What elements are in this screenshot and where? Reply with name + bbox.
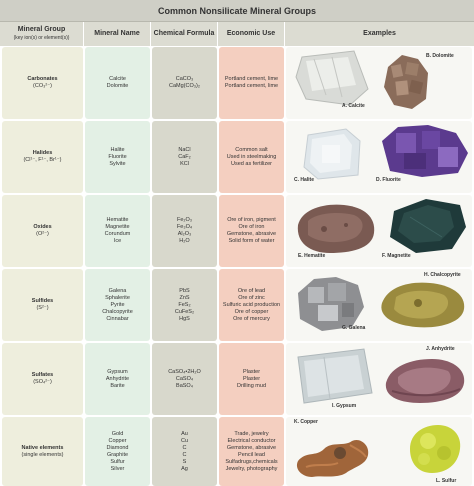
chemical-formula: Fe₂O₃	[176, 217, 193, 223]
examples-cell	[286, 195, 472, 267]
gypsum-image	[294, 347, 374, 405]
economic-use: Portland cement, lime	[224, 76, 279, 82]
mineral-name: Gold	[111, 430, 124, 437]
formulas-cell	[152, 343, 217, 415]
economic-use: Ore of iron, pigment	[227, 217, 276, 223]
formulas-cell	[152, 47, 217, 119]
uses-cell	[219, 121, 284, 193]
table-row-sulfides	[0, 269, 474, 341]
group-ion: (O²⁻)	[36, 231, 49, 237]
economic-use: Pencil lead	[238, 451, 265, 458]
anhydrite-image	[382, 353, 468, 407]
chemical-formula: Au	[181, 430, 188, 437]
economic-use: Portland cement, lime	[224, 83, 279, 89]
chemical-formula: Al₂O₃	[177, 231, 192, 237]
economic-use: Sulfadrugs,chemicals	[225, 458, 278, 465]
mineral-name: Calcite	[109, 76, 126, 82]
mineral-name: Magnetite	[105, 224, 130, 230]
table-row-sulfates	[0, 343, 474, 415]
group-label: Native elements	[21, 444, 64, 451]
sulfur-image	[404, 421, 464, 475]
example-label: G. Galena	[342, 325, 366, 331]
mineral-name: Sylvite	[109, 160, 126, 167]
mineral-name: Barite	[110, 382, 125, 389]
economic-use: Ore of mercury	[233, 315, 270, 322]
chemical-formula: CaSO₄•2H₂O	[168, 368, 201, 375]
group-label: Halides	[32, 150, 53, 156]
group-ion: (CO₃²⁻)	[33, 83, 52, 89]
names-cell	[85, 121, 150, 193]
group-label: Sulfates	[31, 372, 54, 378]
example-label: F. Magnetite	[382, 253, 411, 259]
example-label: L. Sulfur	[436, 478, 457, 484]
economic-use: Ore of copper	[234, 308, 269, 315]
examples-cell	[286, 121, 472, 193]
chemical-formula: C	[182, 451, 187, 458]
header-mineral-group	[0, 22, 84, 46]
chemical-formula: NaCl	[178, 146, 191, 153]
example-label: K. Copper	[294, 419, 318, 425]
fluorite-image	[378, 123, 470, 179]
mineral-name: Graphite	[106, 451, 129, 458]
chemical-formula: PbS	[179, 287, 190, 294]
hematite-image	[294, 201, 378, 255]
group-ion: (Cl¹⁻, F¹⁻, Br¹⁻)	[23, 157, 62, 163]
formulas-cell	[152, 195, 217, 267]
halite-image	[300, 125, 364, 181]
group-label: Carbonates	[27, 76, 58, 82]
mineral-name: Halite	[110, 146, 125, 153]
chalcopyrite-image	[378, 277, 468, 331]
table-title: Common Nonsilicate Mineral Groups	[0, 0, 474, 22]
economic-use: Drilling mud	[236, 382, 267, 389]
mineral-name: Diamond	[106, 444, 129, 451]
table-row-halides	[0, 121, 474, 193]
header-examples: Examples	[285, 22, 474, 46]
economic-use: Ore of zinc	[238, 294, 265, 301]
mineral-name: Corundum	[104, 231, 131, 237]
chemical-formula: S	[182, 458, 187, 465]
names-cell	[85, 343, 150, 415]
economic-use: Used as fertilizer	[231, 160, 272, 167]
group-ion: (single elements)	[21, 451, 64, 458]
formulas-cell	[152, 121, 217, 193]
chemical-formula: C	[182, 444, 187, 451]
mineral-name: Sulfur	[110, 458, 125, 465]
header-chemical-formula: Chemical Formula	[151, 22, 218, 46]
calcite-image	[292, 49, 372, 109]
names-cell	[85, 47, 150, 119]
chemical-formula: HgS	[179, 315, 190, 322]
economic-use: Gemstone, abrasive	[226, 444, 277, 451]
uses-cell	[219, 269, 284, 341]
examples-cell	[286, 417, 472, 486]
group-ion: (S²⁻)	[36, 305, 49, 311]
example-label: A. Calcite	[342, 103, 365, 109]
economic-use: Plaster	[242, 375, 261, 382]
chemical-formula: CaCO₃	[175, 76, 194, 82]
chemical-formula: CaSO₄	[175, 375, 194, 382]
mineral-name: Ice	[113, 238, 122, 244]
example-label: C. Halite	[294, 177, 315, 183]
mineral-name: Cinnabar	[106, 315, 129, 322]
group-cell	[2, 195, 83, 267]
mineral-name: Gypsum	[107, 368, 128, 375]
mineral-name: Silver	[110, 465, 125, 472]
economic-use: Trade, jewelry	[234, 430, 269, 437]
mineral-name: Chalcopyrite	[102, 308, 133, 315]
economic-use: Used in steelmaking	[226, 153, 277, 160]
formulas-cell	[152, 417, 217, 486]
mineral-name: Pyrite	[110, 301, 125, 308]
group-ion: (SO₄²⁻)	[33, 379, 52, 385]
uses-cell	[219, 195, 284, 267]
examples-cell	[286, 47, 472, 119]
chemical-formula: FeS₂	[178, 301, 191, 308]
galena-image	[292, 273, 368, 333]
example-label: H. Chalcopyrite	[424, 272, 461, 278]
magnetite-image	[386, 197, 468, 255]
economic-use: Sulfuric acid production	[222, 301, 281, 308]
examples-cell	[286, 343, 472, 415]
names-cell	[85, 269, 150, 341]
header-group-label: Mineral Group	[17, 26, 66, 33]
uses-cell	[219, 47, 284, 119]
uses-cell	[219, 343, 284, 415]
economic-use: Plaster	[242, 368, 261, 375]
mineral-name: Copper	[108, 437, 127, 444]
chemical-formula: Fe₃O₄	[176, 224, 193, 230]
example-label: E. Hematite	[298, 253, 326, 259]
names-cell	[85, 417, 150, 486]
example-label: I. Gypsum	[332, 403, 357, 409]
chemical-formula: CaMg(CO₃)₂	[169, 83, 200, 89]
examples-cell	[286, 269, 472, 341]
example-label: D. Fluorite	[376, 177, 401, 183]
header-mineral-name: Mineral Name	[84, 22, 151, 46]
mineral-name: Galena	[108, 287, 127, 294]
chemical-formula: Ag	[181, 465, 188, 472]
chemical-formula: Cu	[180, 437, 189, 444]
group-cell	[2, 269, 83, 341]
chemical-formula: ZnS	[179, 294, 190, 301]
group-label: Oxides	[33, 224, 52, 230]
economic-use: Electrical conductor	[227, 437, 276, 444]
dolomite-image	[382, 51, 432, 113]
group-cell	[2, 343, 83, 415]
chemical-formula: CuFeS₂	[174, 308, 195, 315]
economic-use: Ore of lead	[237, 287, 266, 294]
economic-use: Gemstone, abrasive	[226, 231, 277, 237]
table-row-native-elements	[0, 417, 474, 486]
uses-cell	[219, 417, 284, 486]
header-group-sub: (key ion(s) or element(s))	[13, 35, 70, 41]
chemical-formula: CaF₂	[178, 153, 191, 160]
copper-image	[292, 427, 376, 481]
group-cell	[2, 47, 83, 119]
group-label: Sulfides	[31, 298, 54, 304]
economic-use: Ore of iron	[238, 224, 265, 230]
mineral-name: Fluorite	[108, 153, 127, 160]
example-label: J. Anhydrite	[426, 346, 455, 352]
example-label: B. Dolomite	[426, 53, 454, 59]
mineral-name: Hematite	[106, 217, 129, 223]
group-cell	[2, 417, 83, 486]
header-economic-use: Economic Use	[218, 22, 285, 46]
chemical-formula: BaSO₄	[176, 382, 193, 389]
chemical-formula: H₂O	[179, 238, 190, 244]
economic-use: Jewelry, photography	[225, 465, 278, 472]
mineral-name: Sphalerite	[105, 294, 130, 301]
economic-use: Solid form of water	[228, 238, 275, 244]
table-row-oxides	[0, 195, 474, 267]
mineral-name: Dolomite	[106, 83, 129, 89]
formulas-cell	[152, 269, 217, 341]
names-cell	[85, 195, 150, 267]
table-row-carbonates	[0, 47, 474, 119]
mineral-name: Anhydrite	[105, 375, 130, 382]
group-cell	[2, 121, 83, 193]
economic-use: Common salt	[235, 146, 268, 153]
chemical-formula: KCl	[180, 160, 189, 167]
